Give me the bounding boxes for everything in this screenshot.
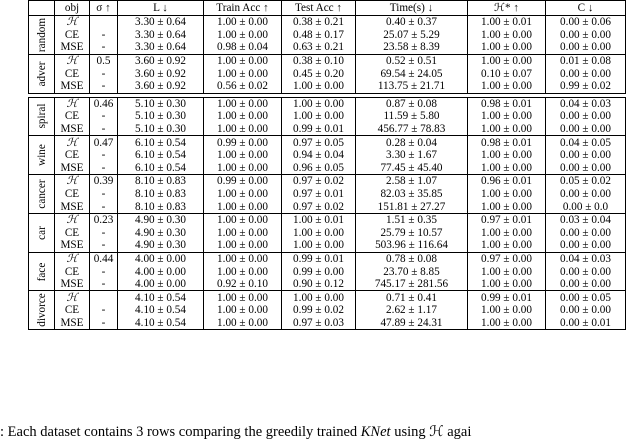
- cell-C: 0.00 ± 0.00: [546, 265, 626, 278]
- cell-hstar: 1.00 ± 0.00: [468, 54, 546, 67]
- cell-L: 5.10 ± 0.30: [118, 123, 204, 136]
- cell-test: 0.99 ± 0.02: [282, 304, 356, 317]
- cell-time: 2.62 ± 1.17: [356, 304, 468, 317]
- cell-hstar: 0.97 ± 0.00: [468, 252, 546, 265]
- cell-test: 1.00 ± 0.00: [282, 291, 356, 304]
- cell-obj: ℋ: [55, 291, 90, 304]
- cell-C: 0.00 ± 0.00: [546, 278, 626, 291]
- cell-test: 0.96 ± 0.05: [282, 162, 356, 175]
- cell-hstar: 1.00 ± 0.00: [468, 200, 546, 213]
- cell-train: 1.00 ± 0.00: [204, 227, 282, 240]
- cell-time: 1.51 ± 0.35: [356, 213, 468, 226]
- cell-sigma: -: [90, 278, 118, 291]
- dataset-label-cell: [29, 16, 55, 55]
- cell-obj: MSE: [55, 200, 90, 213]
- header-hstar: ℋ* ↑: [468, 1, 546, 16]
- cell-L: 6.10 ± 0.54: [118, 149, 204, 162]
- cell-hstar: 1.00 ± 0.00: [468, 29, 546, 42]
- cell-obj: CE: [55, 110, 90, 123]
- cell-hstar: 1.00 ± 0.00: [468, 123, 546, 136]
- cell-train: 1.00 ± 0.00: [204, 200, 282, 213]
- caption-prefix: : Each dataset contains 3 rows comparing the greedily trained: [0, 424, 361, 440]
- cell-sigma: -: [90, 265, 118, 278]
- cell-time: 0.40 ± 0.37: [356, 16, 468, 29]
- header-sigma: σ ↑: [90, 1, 118, 16]
- caption-knet: KNet: [360, 424, 391, 440]
- cell-L: 4.00 ± 0.00: [118, 252, 204, 265]
- cell-obj: MSE: [55, 317, 90, 330]
- cell-test: 1.00 ± 0.00: [282, 97, 356, 110]
- cell-sigma: -: [90, 188, 118, 201]
- cell-hstar: 1.00 ± 0.01: [468, 16, 546, 29]
- results-table: [28, 0, 626, 330]
- table-caption: [0, 424, 640, 440]
- cell-time: 151.81 ± 27.27: [356, 200, 468, 213]
- cell-hstar: 1.00 ± 0.00: [468, 162, 546, 175]
- cell-sigma: -: [90, 239, 118, 252]
- cell-obj: MSE: [55, 80, 90, 93]
- cell-C: 0.00 ± 0.00: [546, 41, 626, 54]
- cell-train: 1.00 ± 0.00: [204, 239, 282, 252]
- cell-obj: MSE: [55, 123, 90, 136]
- cell-hstar: 0.97 ± 0.01: [468, 213, 546, 226]
- dataset-label-cell: [29, 54, 55, 93]
- table-row: [29, 16, 626, 29]
- cell-C: 0.03 ± 0.04: [546, 213, 626, 226]
- cell-time: 3.30 ± 1.67: [356, 149, 468, 162]
- cell-test: 1.00 ± 0.00: [282, 239, 356, 252]
- cell-C: 0.00 ± 0.00: [546, 304, 626, 317]
- table-row: [29, 200, 626, 213]
- dataset-name: cancer: [35, 179, 48, 209]
- cell-test: 1.00 ± 0.00: [282, 227, 356, 240]
- table-row: [29, 110, 626, 123]
- dataset-label-cell: [29, 97, 55, 136]
- table-row: [29, 29, 626, 42]
- cell-sigma: -: [90, 80, 118, 93]
- cell-hstar: 1.00 ± 0.00: [468, 188, 546, 201]
- cell-train: 1.00 ± 0.00: [204, 252, 282, 265]
- cell-sigma: 0.39: [90, 175, 118, 188]
- cell-train: 0.56 ± 0.02: [204, 80, 282, 93]
- cell-hstar: 0.96 ± 0.01: [468, 175, 546, 188]
- cell-C: 0.00 ± 0.00: [546, 29, 626, 42]
- cell-sigma: -: [90, 41, 118, 54]
- cell-train: 0.99 ± 0.00: [204, 136, 282, 149]
- cell-hstar: 1.00 ± 0.00: [468, 239, 546, 252]
- header-time: Time(s) ↓: [356, 1, 468, 16]
- cell-obj: ℋ: [55, 213, 90, 226]
- cell-L: 4.10 ± 0.54: [118, 304, 204, 317]
- table-row: [29, 54, 626, 67]
- dataset-name: spiral: [35, 104, 48, 129]
- dataset-label-cell: [29, 136, 55, 175]
- cell-test: 0.63 ± 0.21: [282, 41, 356, 54]
- cell-L: 4.90 ± 0.30: [118, 227, 204, 240]
- cell-L: 8.10 ± 0.83: [118, 188, 204, 201]
- cell-obj: ℋ: [55, 16, 90, 29]
- cell-sigma: -: [90, 67, 118, 80]
- cell-C: 0.00 ± 0.00: [546, 67, 626, 80]
- cell-hstar: 0.98 ± 0.01: [468, 97, 546, 110]
- cell-sigma: -: [90, 123, 118, 136]
- cell-sigma: -: [90, 200, 118, 213]
- cell-train: 1.00 ± 0.00: [204, 149, 282, 162]
- cell-L: 4.00 ± 0.00: [118, 265, 204, 278]
- cell-hstar: 1.00 ± 0.00: [468, 41, 546, 54]
- table-row: [29, 136, 626, 149]
- cell-obj: ℋ: [55, 54, 90, 67]
- cell-obj: ℋ: [55, 175, 90, 188]
- cell-time: 0.52 ± 0.51: [356, 54, 468, 67]
- cell-hstar: 1.00 ± 0.00: [468, 265, 546, 278]
- cell-sigma: 0.44: [90, 252, 118, 265]
- header-L: L ↓: [118, 1, 204, 16]
- dataset-label-cell: [29, 175, 55, 214]
- cell-sigma: -: [90, 227, 118, 240]
- cell-hstar: 0.10 ± 0.07: [468, 67, 546, 80]
- cell-L: 3.60 ± 0.92: [118, 54, 204, 67]
- table-row: [29, 67, 626, 80]
- cell-test: 0.99 ± 0.01: [282, 123, 356, 136]
- cell-test: 0.97 ± 0.03: [282, 317, 356, 330]
- header-dataset: [29, 1, 55, 16]
- cell-C: 0.00 ± 0.00: [546, 239, 626, 252]
- cell-train: 1.00 ± 0.00: [204, 54, 282, 67]
- cell-C: 0.04 ± 0.03: [546, 252, 626, 265]
- dataset-label-cell: [29, 213, 55, 252]
- cell-sigma: [90, 16, 118, 29]
- cell-C: 0.04 ± 0.03: [546, 97, 626, 110]
- dataset-name: car: [35, 225, 48, 240]
- cell-hstar: 0.99 ± 0.01: [468, 291, 546, 304]
- dataset-name: random: [35, 17, 48, 52]
- cell-C: 0.00 ± 0.00: [546, 227, 626, 240]
- cell-sigma: -: [90, 110, 118, 123]
- cell-test: 0.90 ± 0.12: [282, 278, 356, 291]
- cell-train: 1.00 ± 0.00: [204, 317, 282, 330]
- cell-time: 456.77 ± 78.83: [356, 123, 468, 136]
- cell-test: 0.97 ± 0.01: [282, 188, 356, 201]
- cell-time: 2.58 ± 1.07: [356, 175, 468, 188]
- cell-obj: MSE: [55, 41, 90, 54]
- cell-hstar: 1.00 ± 0.00: [468, 110, 546, 123]
- cell-C: 0.00 ± 0.00: [546, 188, 626, 201]
- dataset-name: wine: [35, 144, 48, 167]
- header-C: C ↓: [546, 1, 626, 16]
- cell-sigma: 0.23: [90, 213, 118, 226]
- cell-train: 1.00 ± 0.00: [204, 16, 282, 29]
- table-row: [29, 97, 626, 110]
- table-row: [29, 227, 626, 240]
- cell-L: 6.10 ± 0.54: [118, 136, 204, 149]
- header-test: Test Acc ↑: [282, 1, 356, 16]
- cell-test: 0.48 ± 0.17: [282, 29, 356, 42]
- cell-test: 0.45 ± 0.20: [282, 67, 356, 80]
- dataset-name: adver: [35, 61, 48, 87]
- cell-test: 0.99 ± 0.01: [282, 252, 356, 265]
- table-row: [29, 41, 626, 54]
- cell-obj: MSE: [55, 162, 90, 175]
- cell-L: 6.10 ± 0.54: [118, 162, 204, 175]
- cell-time: 69.54 ± 24.05: [356, 67, 468, 80]
- cell-train: 1.00 ± 0.00: [204, 265, 282, 278]
- cell-sigma: 0.47: [90, 136, 118, 149]
- cell-time: 77.45 ± 45.40: [356, 162, 468, 175]
- cell-test: 1.00 ± 0.00: [282, 80, 356, 93]
- table-row: [29, 175, 626, 188]
- cell-sigma: -: [90, 317, 118, 330]
- cell-train: 1.00 ± 0.00: [204, 304, 282, 317]
- table-row: [29, 265, 626, 278]
- cell-L: 8.10 ± 0.83: [118, 175, 204, 188]
- cell-L: 8.10 ± 0.83: [118, 200, 204, 213]
- table-row: [29, 80, 626, 93]
- cell-sigma: -: [90, 29, 118, 42]
- cell-hstar: 1.00 ± 0.00: [468, 80, 546, 93]
- table-row: [29, 291, 626, 304]
- cell-C: 0.00 ± 0.00: [546, 110, 626, 123]
- cell-L: 3.30 ± 0.64: [118, 16, 204, 29]
- cell-obj: CE: [55, 304, 90, 317]
- cell-time: 23.58 ± 8.39: [356, 41, 468, 54]
- cell-hstar: 0.98 ± 0.01: [468, 136, 546, 149]
- cell-C: 0.05 ± 0.02: [546, 175, 626, 188]
- cell-obj: CE: [55, 29, 90, 42]
- cell-test: 0.97 ± 0.02: [282, 200, 356, 213]
- cell-C: 0.00 ± 0.05: [546, 291, 626, 304]
- cell-L: 4.90 ± 0.30: [118, 239, 204, 252]
- cell-hstar: 1.00 ± 0.00: [468, 304, 546, 317]
- cell-test: 0.97 ± 0.05: [282, 136, 356, 149]
- cell-L: 3.30 ± 0.64: [118, 41, 204, 54]
- table-row: [29, 252, 626, 265]
- cell-hstar: 1.00 ± 0.00: [468, 227, 546, 240]
- cell-test: 0.38 ± 0.21: [282, 16, 356, 29]
- cell-train: 1.00 ± 0.00: [204, 162, 282, 175]
- cell-L: 3.60 ± 0.92: [118, 67, 204, 80]
- dataset-label-cell: [29, 291, 55, 330]
- cell-sigma: [90, 291, 118, 304]
- cell-hstar: 1.00 ± 0.00: [468, 149, 546, 162]
- table-row: [29, 188, 626, 201]
- cell-time: 25.07 ± 5.29: [356, 29, 468, 42]
- cell-obj: CE: [55, 227, 90, 240]
- cell-L: 4.10 ± 0.54: [118, 317, 204, 330]
- cell-test: 0.38 ± 0.10: [282, 54, 356, 67]
- header-train: Train Acc ↑: [204, 1, 282, 16]
- cell-train: 1.00 ± 0.00: [204, 29, 282, 42]
- cell-C: 0.99 ± 0.02: [546, 80, 626, 93]
- cell-sigma: -: [90, 304, 118, 317]
- cell-obj: CE: [55, 265, 90, 278]
- cell-train: 1.00 ± 0.00: [204, 97, 282, 110]
- cell-train: 1.00 ± 0.00: [204, 123, 282, 136]
- cell-test: 1.00 ± 0.01: [282, 213, 356, 226]
- cell-L: 4.00 ± 0.00: [118, 278, 204, 291]
- cell-C: 0.00 ± 0.06: [546, 16, 626, 29]
- table-row: [29, 278, 626, 291]
- cell-obj: CE: [55, 149, 90, 162]
- cell-obj: MSE: [55, 239, 90, 252]
- cell-time: 0.78 ± 0.08: [356, 252, 468, 265]
- cell-hstar: 1.00 ± 0.00: [468, 278, 546, 291]
- cell-time: 47.89 ± 24.31: [356, 317, 468, 330]
- cell-time: 0.28 ± 0.04: [356, 136, 468, 149]
- dataset-name: face: [35, 262, 48, 281]
- cell-train: 1.00 ± 0.00: [204, 67, 282, 80]
- cell-obj: ℋ: [55, 136, 90, 149]
- cell-obj: MSE: [55, 278, 90, 291]
- cell-train: 0.92 ± 0.10: [204, 278, 282, 291]
- cell-C: 0.00 ± 0.00: [546, 123, 626, 136]
- cell-sigma: 0.46: [90, 97, 118, 110]
- cell-L: 3.60 ± 0.92: [118, 80, 204, 93]
- cell-test: 1.00 ± 0.00: [282, 110, 356, 123]
- cell-time: 503.96 ± 116.64: [356, 239, 468, 252]
- cell-obj: ℋ: [55, 252, 90, 265]
- table-row: [29, 304, 626, 317]
- cell-time: 25.79 ± 10.57: [356, 227, 468, 240]
- cell-sigma: 0.5: [90, 54, 118, 67]
- header-obj: obj: [55, 1, 90, 16]
- cell-obj: CE: [55, 188, 90, 201]
- dataset-name: divorce: [35, 293, 48, 328]
- cell-sigma: -: [90, 162, 118, 175]
- cell-train: 1.00 ± 0.00: [204, 110, 282, 123]
- cell-obj: CE: [55, 67, 90, 80]
- cell-time: 82.03 ± 35.85: [356, 188, 468, 201]
- cell-time: 0.71 ± 0.41: [356, 291, 468, 304]
- cell-test: 0.99 ± 0.00: [282, 265, 356, 278]
- table-row: [29, 149, 626, 162]
- table-row: [29, 123, 626, 136]
- cell-L: 4.10 ± 0.54: [118, 291, 204, 304]
- cell-obj: ℋ: [55, 97, 90, 110]
- cell-time: 745.17 ± 281.56: [356, 278, 468, 291]
- cell-hstar: 1.00 ± 0.00: [468, 317, 546, 330]
- cell-time: 23.70 ± 8.85: [356, 265, 468, 278]
- caption-suffix: using ℋ agai: [390, 424, 472, 440]
- cell-L: 4.90 ± 0.30: [118, 213, 204, 226]
- cell-test: 0.97 ± 0.02: [282, 175, 356, 188]
- cell-train: 0.99 ± 0.00: [204, 175, 282, 188]
- cell-C: 0.04 ± 0.05: [546, 136, 626, 149]
- table-row: [29, 213, 626, 226]
- cell-train: 1.00 ± 0.00: [204, 291, 282, 304]
- cell-train: 1.00 ± 0.00: [204, 213, 282, 226]
- cell-C: 0.01 ± 0.08: [546, 54, 626, 67]
- cell-L: 5.10 ± 0.30: [118, 110, 204, 123]
- table-row: [29, 239, 626, 252]
- cell-C: 0.00 ± 0.00: [546, 162, 626, 175]
- table-row: [29, 162, 626, 175]
- cell-train: 1.00 ± 0.00: [204, 188, 282, 201]
- cell-C: 0.00 ± 0.0: [546, 200, 626, 213]
- cell-train: 0.98 ± 0.04: [204, 41, 282, 54]
- cell-L: 5.10 ± 0.30: [118, 97, 204, 110]
- cell-L: 3.30 ± 0.64: [118, 29, 204, 42]
- cell-time: 11.59 ± 5.80: [356, 110, 468, 123]
- cell-C: 0.00 ± 0.01: [546, 317, 626, 330]
- cell-time: 0.87 ± 0.08: [356, 97, 468, 110]
- table-row: [29, 317, 626, 330]
- cell-C: 0.00 ± 0.00: [546, 149, 626, 162]
- dataset-label-cell: [29, 252, 55, 291]
- cell-test: 0.94 ± 0.04: [282, 149, 356, 162]
- cell-time: 113.75 ± 21.71: [356, 80, 468, 93]
- cell-sigma: -: [90, 149, 118, 162]
